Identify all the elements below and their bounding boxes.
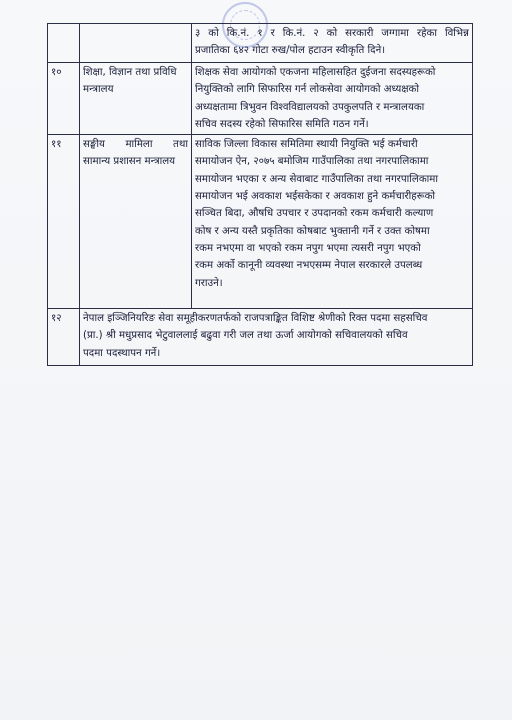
decision-line: ३ को कि.नं. १ र कि.नं. २ को सरकारी जग्गामा रहेका विभिन्न [195,28,469,39]
decision-cell-spanning [80,309,473,366]
decision-cell [192,24,473,63]
ministry-line: मन्त्रालय [83,84,114,96]
table-row [48,24,473,63]
row-number-cell [48,24,80,63]
decision-line: साविक जिल्ला विकास समितिमा स्थायी नियुक्ति भई कर्मचारी [195,139,418,151]
decision-line: नियुक्तिको लागि सिफारिस गर्न लोकसेवा आयोगको अध्यक्षको [195,84,420,96]
decision-line: समायोजन ऐन, २०७५ बमोजिम गाउँपालिका तथा नगरपालिकामा [195,156,429,168]
ministry-line: सामान्य प्रशासन मन्त्रालय [83,156,176,168]
decision-line: समायोजन भएका र अन्य सेवाबाट गाउँपालिका तथा नगरपालिकामा [195,173,439,185]
row-number-cell: १२ [48,309,80,366]
decision-line: नेपाल इञ्जिनियरिङ सेवा समूहीकरणतर्फको राजपत्राङ्कित विशिष्ट श्रेणीको रिक्त पदमा सहसचिव [83,313,428,325]
ministry-cell [80,135,192,309]
table-row [48,309,473,366]
ministry-cell [80,63,192,135]
decision-table [47,23,473,366]
decision-line: (प्रा.) श्री मधुप्रसाद भेटुवाललाई बढुवा गरी जल तथा ऊर्जा आयोगको सचिवालयको सचिव [83,330,408,342]
row-number-cell: ११ [48,135,80,309]
decision-line: रकम नभएमा वा भएको रकम नपुग भएमा त्यसरी नपुग भएको [195,242,421,254]
decision-line: कोष र अन्य यस्तै प्रकृतिका कोषबाट भुक्तानी गर्ने र उक्त कोषमा [195,225,430,237]
table-row [48,135,473,309]
decision-cell [192,135,473,309]
decision-line: गराउने। [195,277,223,289]
table-row [48,63,473,135]
row-number-cell: १० [48,63,80,135]
decision-line: सञ्चित बिदा, औषधि उपचार र उपदानको रकम कर्मचारी कल्याण [195,208,434,220]
decision-line: रकम अर्को कानूनी व्यवस्था नभएसम्म नेपाल सरकारले उपलब्ध [195,260,423,272]
decision-line: अध्यक्षतामा त्रिभुवन विश्वविद्यालयको उपकुलपति र मन्त्रालयका [195,101,425,113]
decision-line: प्रजातिका ६४२ गोटा रुख/पोल हटाउन स्वीकृति दिने। [195,45,386,57]
decision-line: शिक्षक सेवा आयोगको एकजना महिलासहित दुईजना सदस्यहरूको [195,67,436,78]
ministry-line: शिक्षा, विज्ञान तथा प्रविधि [83,67,177,78]
ministry-line: सङ्घीय मामिला तथा [83,139,188,151]
ministry-cell [80,24,192,63]
decision-cell [192,63,473,135]
decision-line: सचिव सदस्य रहेको सिफारिस समिति गठन गर्ने। [195,118,369,130]
decision-line: पदमा पदस्थापन गर्ने। [83,347,161,359]
decision-line: समायोजन भई अवकाश भईसकेका र अवकाश हुने कर्मचारीहरूको [195,191,436,203]
